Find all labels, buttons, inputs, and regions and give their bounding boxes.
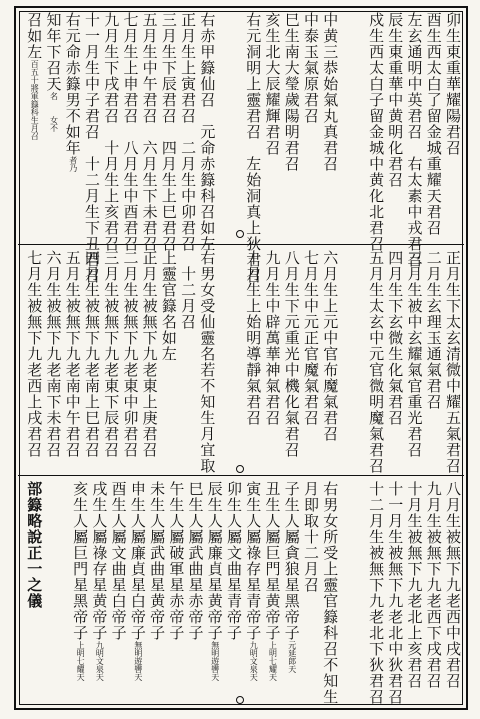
text-column [179,250,196,470]
text-column [405,481,422,703]
column-text: 子生人屬貪狼星黑帝子 [282,481,301,641]
column-text: 十二月生被無下九老北下狄君召 [367,481,386,705]
text-column [90,481,107,703]
column-text: 五月生被無下九老南中午君召 [63,250,82,458]
text-column [244,250,261,470]
text-column [179,12,198,252]
text-panel-bottom [22,481,460,703]
column-text: 六月生上元中官布魔氣君召 [321,250,340,442]
text-column [159,250,176,470]
text-column [121,12,140,252]
text-column [82,250,99,470]
text-column [366,481,386,705]
text-column [424,481,441,703]
column-text: 辰生東重華中黄明化君召 [386,12,405,188]
text-column [347,12,364,240]
text-column [25,481,42,703]
text-column [198,250,217,474]
text-column [443,481,460,703]
text-column [224,481,244,703]
column-annotation: 九明文泉天 [249,641,259,681]
section-divider-bottom [18,475,464,476]
column-annotation: 無明遊轡天 [133,641,143,681]
text-column [347,481,364,703]
column-text: 正月生下太玄清微中耀五氣君召 [444,250,462,474]
column-text: 十月生上始明導靜氣君召 [244,250,263,426]
text-column [424,12,441,240]
text-column [301,12,318,240]
column-text: 寅生人屬祿存星青帝子 [244,481,263,641]
column-text: 七月生被無下九老西上戌君召 [25,250,44,458]
column-text: 戌生人屬祿存星黄帝子 [90,481,109,641]
column-text: 三月生被無下九老東下辰君召 [102,250,121,458]
column-text: 十二月召 [179,250,198,330]
text-column [263,12,280,240]
column-text: 九月生下戌君召 十月生上亥君召 [102,12,121,252]
column-text: 月即取十二月召 [301,481,320,593]
text-column [44,250,61,470]
text-column [282,250,299,470]
text-column [424,250,441,470]
text-column [198,12,217,252]
column-text: 卯生東重華耀陽君召 [444,12,462,156]
column-text: 中泰玉氣原君召 [301,12,320,124]
text-column [443,12,460,240]
column-text: 正月生上寅君召 二月生中卯君召 [179,12,198,252]
text-column [128,481,145,703]
column-text: 八月生被無下九老西中戌君召 [444,481,462,689]
text-column [347,250,364,470]
text-column [205,481,222,703]
column-text: 七月生上申君召 八月生中酉君召 [121,12,140,252]
text-column [282,481,299,703]
text-column [121,250,138,470]
text-column [244,481,261,703]
text-column [224,12,241,240]
text-column [366,250,386,474]
text-column [25,250,42,470]
text-column [443,250,462,474]
text-column [386,250,403,470]
column-text: 部籙略說正一之儀 [25,481,44,609]
text-column [102,250,119,470]
text-column [167,481,184,703]
text-column [282,12,299,240]
text-column [321,481,338,703]
text-column [405,12,424,268]
column-text: 五月生中午君召 六月生下未君召 [140,12,159,252]
column-text: 九月生中辟萬華神氣君召 [263,250,282,426]
text-column [159,12,178,252]
column-text: 二月生被無下九老東中卯君召 [121,250,140,458]
column-text: 十一月生中子君召 十二月生下丑君召 [82,12,101,284]
text-column [63,12,80,240]
text-column [140,250,157,470]
text-column [63,250,80,470]
column-text: 戍生西太白子留金城中黄化北君召 [367,12,386,252]
text-column [82,12,101,284]
column-text: 十月生被無下九老北上亥君召 [405,481,424,689]
text-column [71,481,88,703]
text-column [263,481,280,703]
text-column [51,481,68,703]
column-text: 亥生北大辰耀輝君召 [263,12,282,156]
column-text: 巳生人屬武曲星赤帝子 [186,481,205,641]
column-text: 申生人屬廉貞星白帝子 [128,481,147,641]
text-column [140,12,159,252]
text-column [102,12,121,252]
column-text: 右元命赤籙男不如年 [63,12,82,156]
column-text: 七月生中元正官魔氣君召 [301,250,320,426]
column-annotation: 名 女不 [49,92,59,132]
column-annotation: 無明遊轡天 [210,641,220,681]
column-annotation: 上明七耀天 [76,641,86,681]
column-text: 三月生下辰君召 四月生上巳君召 [159,12,178,252]
text-column [109,481,126,703]
circle-mark-bottom [236,696,244,704]
column-text: 知年下召天 [44,12,63,92]
column-annotation: 上明七耀天 [268,641,278,681]
column-text: 四月生被無下九老南上巳君召 [82,250,101,458]
text-column [386,481,403,703]
column-text: 酉生人屬文曲星白帝子 [109,481,128,641]
text-column [224,250,241,470]
text-column [386,12,403,240]
column-text: 左玄通明中英君召 右太素中戎君召 [405,12,424,268]
column-text: 十一月生被無下九老北中狄君召 [386,481,405,705]
column-text: 九月生被無下九老西下戌君召 [424,481,443,689]
column-text: 六月生被無下九老南下未君召 [44,250,63,458]
text-column [301,481,318,703]
column-text: 正月生被無下九老東上庚君召 [140,250,159,458]
text-panel-top [22,12,462,284]
text-column [186,481,203,703]
column-text: 午生人屬破軍星赤帝子 [167,481,186,641]
text-column [263,250,280,470]
column-text: 四月生下玄微生化氣君召 [386,250,405,426]
column-text: 三月生被中玄耀氣官重光君召 [405,250,424,458]
column-text: 右赤甲籙仙召 元命赤籙科召如左 [198,12,217,252]
text-column [366,12,386,252]
circle-mark-middle [236,465,244,473]
column-annotation: 元延郎天 [287,641,297,673]
column-text: 巳生南大瑩歲陽明君召 [282,12,301,172]
column-text: 召如左 [25,12,44,60]
column-text: 辰生人屬廉貞星黄帝子 [205,481,224,641]
column-text: 右男女所受上靈官籙科召不知生 [321,481,340,705]
circle-mark-top [236,230,244,238]
column-annotation: 百五十將軍籙科生月召 [30,60,40,140]
column-text: 五月生太玄中元官微明魔氣君召 [367,250,386,474]
column-text: 未生人屬武曲星黄帝子 [148,481,167,641]
column-text: 卯生人屬文曲星青帝子 [225,481,244,641]
column-text: 丑生人屬巨門星黄帝子 [263,481,282,641]
text-panel-middle [22,250,462,474]
column-text: 二月生玄理玉通氣君召 [424,250,443,410]
text-column [25,12,42,240]
text-column [405,250,422,470]
text-column [244,12,263,284]
column-text: 中黄三恭始氣丸真君召 [321,12,340,172]
text-column [301,250,318,470]
text-column [147,481,167,703]
column-text: 亥生人屬巨門星黑帝子 [71,481,90,641]
column-annotation: 者乃 [68,156,78,172]
text-column [321,250,338,470]
column-text: 八月生下元重光中機化氣君召 [282,250,301,458]
text-column [44,12,61,240]
column-text: 右男女受仙靈名若不知生月宜取 [198,250,217,474]
column-text: 右元洞明上靈君召 左始洞真上狄君召 [244,12,263,284]
column-text: 酉生西太白了留金城重耀天君召 [424,12,443,236]
text-column [321,12,338,240]
column-text: 上靈官籙名如左 [159,250,178,362]
column-annotation: 九明文泉天 [95,641,105,681]
